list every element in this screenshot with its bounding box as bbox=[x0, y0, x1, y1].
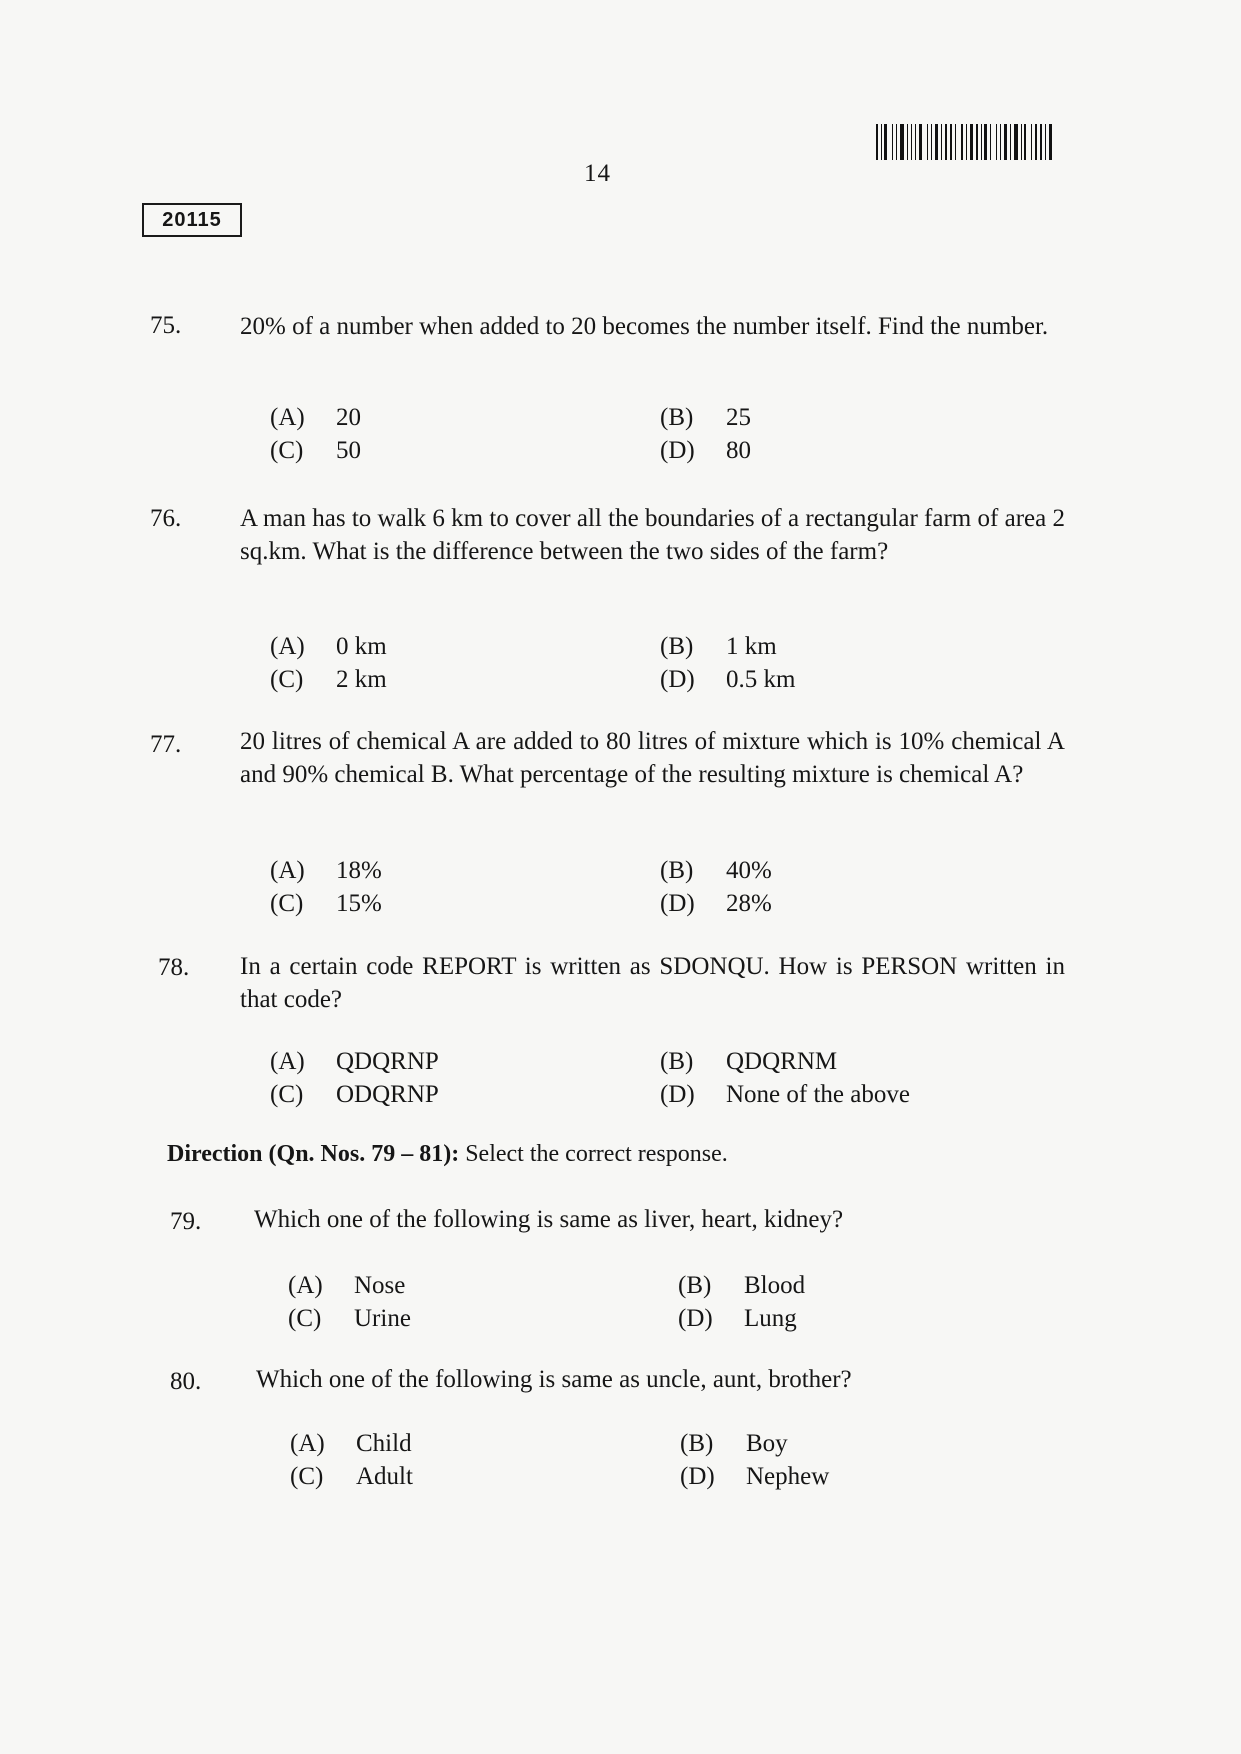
option-a[interactable] bbox=[270, 402, 660, 433]
option-d[interactable] bbox=[660, 888, 1030, 919]
option-label: (B) bbox=[678, 1272, 712, 1299]
options bbox=[290, 1428, 1050, 1492]
option-label: (D) bbox=[660, 666, 695, 693]
question-number: 75. bbox=[150, 312, 182, 339]
option-label: (A) bbox=[270, 633, 305, 660]
options bbox=[270, 1046, 1030, 1110]
option-a[interactable] bbox=[270, 855, 660, 886]
barcode-bar bbox=[876, 124, 878, 160]
option-text: Boy bbox=[746, 1430, 788, 1457]
barcode-bar bbox=[966, 124, 967, 160]
option-label: (C) bbox=[270, 666, 304, 693]
question-text: Which one of the following is same as liver, heart, kidney? bbox=[254, 1206, 844, 1233]
option-text: 50 bbox=[336, 437, 361, 464]
question-text: In a certain code REPORT is written as SDONQU. How is PERSON written in that code? bbox=[240, 953, 1065, 1013]
option-text: ODQRNP bbox=[336, 1081, 439, 1108]
option-text: QDQRNM bbox=[726, 1048, 838, 1075]
option-text: Blood bbox=[744, 1272, 806, 1299]
barcode-bar bbox=[1045, 124, 1046, 160]
option-label: (C) bbox=[270, 437, 304, 464]
option-text: 80 bbox=[726, 437, 751, 464]
option-c[interactable] bbox=[290, 1461, 680, 1492]
option-label: (C) bbox=[270, 890, 304, 917]
question-number: 78. bbox=[158, 954, 190, 981]
barcode-bar bbox=[1049, 124, 1052, 160]
options bbox=[288, 1270, 1048, 1334]
barcode-bar bbox=[919, 124, 921, 160]
option-text: 2 km bbox=[336, 666, 387, 693]
barcode-bar bbox=[1004, 124, 1006, 160]
option-label: (C) bbox=[270, 1081, 304, 1108]
option-text: 1 km bbox=[726, 633, 777, 660]
option-text: QDQRNP bbox=[336, 1048, 439, 1075]
barcode-bar bbox=[884, 124, 886, 160]
option-label: (B) bbox=[660, 857, 694, 884]
option-b[interactable] bbox=[660, 631, 1030, 662]
question-text: Which one of the following is same as uncle, aunt, brother? bbox=[256, 1366, 852, 1393]
question-number: 77. bbox=[150, 731, 182, 758]
barcode-bar bbox=[915, 124, 916, 160]
option-d[interactable] bbox=[678, 1303, 1048, 1334]
barcode-bar bbox=[976, 124, 978, 160]
barcode-bar bbox=[984, 124, 986, 160]
barcode-bar bbox=[907, 124, 908, 160]
option-text: Child bbox=[356, 1430, 412, 1457]
option-label: (A) bbox=[290, 1430, 325, 1457]
question-text: A man has to walk 6 km to cover all the boundaries of a rectangular farm of area 2 sq.km. What is the difference between the two sides of the farm? bbox=[240, 505, 1065, 565]
option-a[interactable] bbox=[270, 1046, 660, 1077]
option-label: (D) bbox=[680, 1463, 715, 1490]
option-a[interactable] bbox=[270, 631, 660, 662]
option-text: Nose bbox=[354, 1272, 406, 1299]
paper-code-box: 20115 bbox=[142, 203, 242, 237]
option-d[interactable] bbox=[660, 435, 1030, 466]
barcode-bar bbox=[896, 124, 898, 160]
option-label: (C) bbox=[290, 1463, 324, 1490]
barcode-bar bbox=[1035, 124, 1037, 160]
option-c[interactable] bbox=[270, 1079, 660, 1110]
option-text: 0.5 km bbox=[726, 666, 796, 693]
option-text: 28% bbox=[726, 890, 772, 917]
barcode-bar bbox=[881, 124, 882, 160]
barcode-bar bbox=[941, 124, 942, 160]
question-number: 80. bbox=[170, 1368, 202, 1395]
barcode-bar bbox=[935, 124, 938, 160]
barcode-bar bbox=[1000, 124, 1001, 160]
option-b[interactable] bbox=[660, 855, 1030, 886]
option-b[interactable] bbox=[678, 1270, 1048, 1301]
option-a[interactable] bbox=[288, 1270, 678, 1301]
option-d[interactable] bbox=[680, 1461, 1050, 1492]
option-text: Urine bbox=[354, 1305, 411, 1332]
option-text: None of the above bbox=[726, 1081, 910, 1108]
barcode-bar bbox=[996, 124, 998, 160]
barcode-bar bbox=[945, 124, 947, 160]
question-text: 20 litres of chemical A are added to 80 litres of mixture which is 10% chemical A and 90% chemical B. What percentage of the resulting mixture is chemical A? bbox=[240, 728, 1065, 788]
question-number: 79. bbox=[170, 1208, 202, 1235]
option-text: 0 km bbox=[336, 633, 387, 660]
option-label: (D) bbox=[660, 437, 695, 464]
question-text: 20% of a number when added to 20 becomes the number itself. Find the number. bbox=[240, 313, 1049, 340]
barcode-bar bbox=[1040, 124, 1042, 160]
options bbox=[270, 631, 1030, 695]
barcode-bar bbox=[1021, 124, 1022, 160]
option-d[interactable] bbox=[660, 664, 1030, 695]
option-text: Adult bbox=[356, 1463, 413, 1490]
barcode-bar bbox=[911, 124, 913, 160]
barcode-bar bbox=[927, 124, 929, 160]
barcode-bar bbox=[1014, 124, 1017, 160]
option-text: 18% bbox=[336, 857, 382, 884]
barcode bbox=[876, 124, 1052, 170]
option-c[interactable] bbox=[270, 888, 660, 919]
option-text: 40% bbox=[726, 857, 772, 884]
options bbox=[270, 402, 1030, 466]
direction-text: Select the correct response. bbox=[459, 1141, 728, 1167]
option-b[interactable] bbox=[680, 1428, 1050, 1459]
option-b[interactable] bbox=[660, 402, 1030, 433]
option-c[interactable] bbox=[270, 435, 660, 466]
option-label: (B) bbox=[660, 1048, 694, 1075]
option-label: (D) bbox=[678, 1305, 713, 1332]
barcode-bar bbox=[961, 124, 963, 160]
option-c[interactable] bbox=[288, 1303, 678, 1334]
options bbox=[270, 855, 1030, 919]
barcode-bar bbox=[892, 124, 893, 160]
barcode-bar bbox=[900, 124, 903, 160]
barcode-bar bbox=[955, 124, 956, 160]
option-text: Lung bbox=[744, 1305, 797, 1332]
option-text: 25 bbox=[726, 404, 751, 431]
page-number: 14 bbox=[584, 160, 611, 187]
barcode-bar bbox=[970, 124, 973, 160]
option-text: Nephew bbox=[746, 1463, 830, 1490]
option-label: (B) bbox=[660, 633, 694, 660]
option-label: (A) bbox=[270, 404, 305, 431]
option-d[interactable] bbox=[660, 1079, 1030, 1110]
option-c[interactable] bbox=[270, 664, 660, 695]
option-label: (A) bbox=[270, 1048, 305, 1075]
barcode-bar bbox=[1031, 124, 1032, 160]
option-label: (A) bbox=[270, 857, 305, 884]
direction-heading: Direction (Qn. Nos. 79 – 81): bbox=[167, 1141, 460, 1167]
option-label: (B) bbox=[680, 1430, 714, 1457]
option-a[interactable] bbox=[290, 1428, 680, 1459]
option-b[interactable] bbox=[660, 1046, 1030, 1077]
barcode-bar bbox=[1010, 124, 1012, 160]
option-text: 15% bbox=[336, 890, 382, 917]
option-label: (A) bbox=[288, 1272, 323, 1299]
option-label: (D) bbox=[660, 1081, 695, 1108]
question-number: 76. bbox=[150, 505, 182, 532]
barcode-bar bbox=[981, 124, 982, 160]
barcode-bar bbox=[950, 124, 952, 160]
option-text: 20 bbox=[336, 404, 361, 431]
barcode-bar bbox=[931, 124, 932, 160]
option-label: (C) bbox=[288, 1305, 322, 1332]
direction-note bbox=[167, 1141, 728, 1168]
option-label: (B) bbox=[660, 404, 694, 431]
barcode-bar bbox=[1024, 124, 1026, 160]
option-label: (D) bbox=[660, 890, 695, 917]
barcode-bar bbox=[990, 124, 991, 160]
